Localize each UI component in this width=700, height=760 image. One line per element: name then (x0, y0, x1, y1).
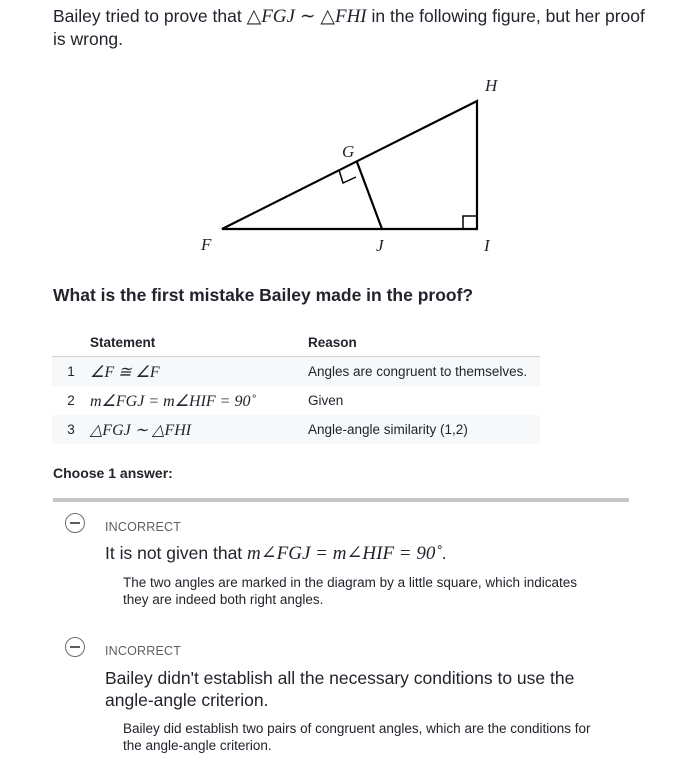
answer-option-2[interactable] (53, 634, 629, 756)
label-h: H (485, 76, 498, 95)
question-text: What is the first mistake Bailey made in the proof? (53, 285, 474, 305)
intro-prefix: Bailey tried to prove that (53, 6, 247, 26)
incorrect-minus-icon (65, 513, 85, 533)
proof-row-reason: Angles are congruent to themselves. (306, 357, 540, 387)
proof-row-num: 3 (52, 415, 90, 444)
proof-row (52, 357, 540, 387)
answer-option-1[interactable] (53, 510, 629, 620)
option-text (105, 542, 625, 565)
intro-math: △FGJ ∼ △FHI (246, 6, 367, 27)
proof-row-reason: Given (308, 393, 344, 408)
option-explanation: The two angles are marked in the diagram by a little square, which indicates they are indeed both right angles. (123, 575, 577, 607)
option-status: INCORRECT (105, 520, 182, 534)
proof-header-num (52, 330, 90, 357)
option-text-prefix: It is not given that (105, 543, 248, 563)
option-text: Bailey didn't establish all the necessary conditions to use the angle-angle criterion. (105, 668, 575, 710)
proof-header-reason: Reason (306, 330, 540, 357)
right-angle-i-marker (463, 216, 477, 229)
label-i: I (484, 236, 490, 255)
option-status: INCORRECT (105, 644, 182, 658)
intro-suffix: in the following figure, but her proof is wrong. (53, 6, 645, 49)
option-text-suffix: . (441, 543, 447, 563)
proof-row-statement: △FGJ ∼ △FHI (90, 415, 306, 444)
proof-header-statement: Statement (90, 330, 306, 357)
proof-row-statement: ∠F ≅ ∠F (90, 357, 306, 387)
incorrect-minus-icon (65, 637, 85, 657)
proof-row (52, 386, 540, 415)
label-f: F (201, 235, 212, 254)
option-text-math: m∠FGJ = m∠HIF = 90˚ (247, 543, 442, 564)
proof-row-statement: m∠FGJ = m∠HIF = 90˚ (90, 392, 256, 410)
proof-header-row (52, 330, 540, 357)
label-g: G (342, 142, 355, 161)
proof-row-num: 2 (67, 393, 75, 408)
proof-row-reason: Angle-angle similarity (1,2) (306, 415, 540, 444)
triangle-fhi (222, 101, 477, 229)
triangle-figure (190, 70, 520, 260)
segment-gj (357, 162, 382, 229)
right-angle-g-marker (339, 170, 356, 183)
proof-row-num: 1 (52, 357, 90, 387)
proof-row (52, 415, 540, 444)
option-explanation: Bailey did establish two pairs of congruent angles, which are the conditions for the angle-angle criterion. (123, 721, 591, 753)
label-j: J (376, 236, 384, 255)
proof-table (52, 330, 540, 444)
choose-label: Choose 1 answer: (53, 465, 173, 481)
choices-divider (53, 498, 629, 502)
problem-statement (53, 5, 653, 50)
